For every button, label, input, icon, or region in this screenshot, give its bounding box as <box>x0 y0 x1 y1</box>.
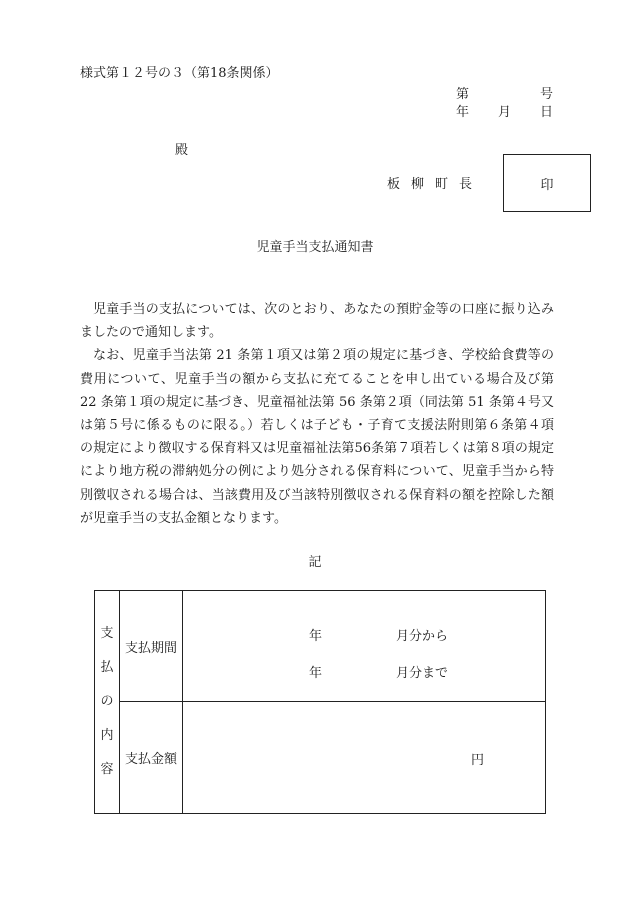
seal-label: 印 <box>540 177 554 193</box>
period-from-month: 月分から <box>396 629 449 644</box>
date-day: 日 <box>540 105 554 120</box>
side-header-char: 容 <box>100 762 114 777</box>
payment-period-label: 支払期間 <box>120 591 183 702</box>
paragraph-notice: 児童手当の支払については、次のとおり、あなたの預貯金等の口座に振り込みましたので通知します。 <box>80 302 554 341</box>
paragraph-deduction: なお、児童手当法第 21 条第１項又は第２項の規定に基づき、学校給食費等の費用について、児童手当の額から支払に充てることを申し出ている場合及び第 22 条第１項の規定に基づき、児童福祉法第 56 条第２項（同法第 51 条第４号又は第５号に係るものに限る。）若しくは子ども・子育て支援法附則第６条第４項の規定により徴収する保育料又は児童福祉法第56条第７項若しくは第８項の規定により地方税の滞納処分の例により処分される保育料について、児童手当から特別徴収される場合は、当該費用及び当該特別徴収される保育料の額を控除した額が児童手当の支払金額となります。 <box>80 348 554 526</box>
date-month: 月 <box>498 105 512 120</box>
addressee-suffix: 殿 <box>175 143 189 158</box>
form-number: 様式第１２号の３（第18条関係） <box>80 66 279 81</box>
period-to-year: 年 <box>309 666 323 681</box>
side-header-char: 内 <box>100 728 114 743</box>
payment-amount-field[interactable] <box>183 702 546 814</box>
date-year: 年 <box>456 105 470 120</box>
body-text <box>80 298 554 530</box>
period-to-month: 月分まで <box>396 666 449 681</box>
side-header-char: の <box>100 694 114 709</box>
seal-box <box>503 154 591 212</box>
side-header-char: 払 <box>100 660 114 675</box>
side-header-char: 支 <box>100 626 114 641</box>
amount-unit: 円 <box>471 753 485 768</box>
payment-details-table <box>94 590 546 814</box>
issuer-name: 板柳町長 <box>387 177 484 192</box>
number-dai: 第 <box>456 87 470 102</box>
document-title: 児童手当支払通知書 <box>256 240 374 255</box>
period-from-year: 年 <box>309 629 323 644</box>
number-go: 号 <box>540 87 554 102</box>
payment-content-header <box>95 591 120 814</box>
payment-period-field[interactable] <box>183 591 546 702</box>
ki-heading: 記 <box>308 555 322 570</box>
payment-amount-label: 支払金額 <box>120 702 183 814</box>
